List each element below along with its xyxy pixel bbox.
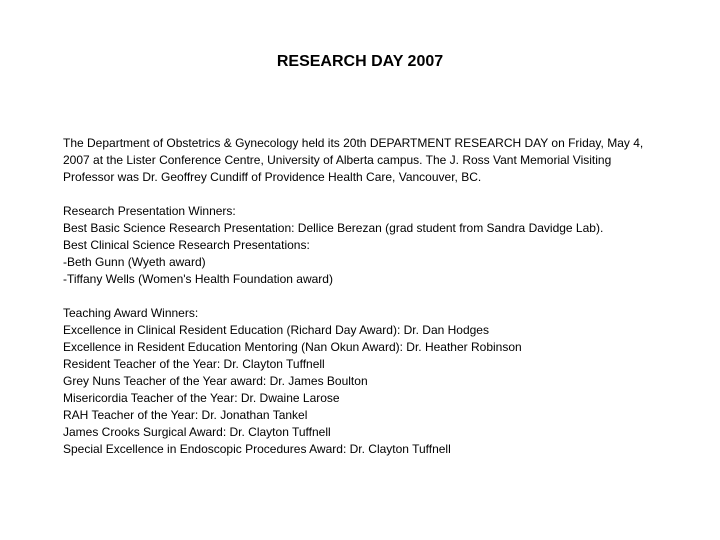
teaching-award-line: Resident Teacher of the Year: Dr. Clayton Tuffnell xyxy=(63,357,325,371)
teaching-award-line: RAH Teacher of the Year: Dr. Jonathan Tankel xyxy=(63,408,308,422)
research-winners-heading: Research Presentation Winners: xyxy=(63,204,236,218)
teaching-winners-heading: Teaching Award Winners: xyxy=(63,306,199,320)
research-winner-line: Best Clinical Science Research Presentations: xyxy=(63,238,310,252)
teaching-award-line: Excellence in Resident Education Mentoring (Nan Okun Award): Dr. Heather Robinson xyxy=(63,340,522,354)
intro-line: The Department of Obstetrics & Gynecology held its 20th DEPARTMENT RESEARCH DAY on Friday, May 4, xyxy=(63,136,644,150)
research-winner-line: Best Basic Science Research Presentation: Dellice Berezan (grad student from Sandra Davidge Lab). xyxy=(63,221,604,235)
research-winner-line: -Beth Gunn (Wyeth award) xyxy=(63,255,206,269)
paragraph-spacer xyxy=(63,288,663,305)
intro-line: Professor was Dr. Geoffrey Cundiff of Providence Health Care, Vancouver, BC. xyxy=(63,170,482,184)
paragraph-spacer xyxy=(63,186,663,203)
intro-line: 2007 at the Lister Conference Centre, University of Alberta campus. The J. Ross Vant Memorial Visiting xyxy=(63,153,612,167)
page-title: RESEARCH DAY 2007 xyxy=(276,53,444,70)
teaching-award-line: Grey Nuns Teacher of the Year award: Dr. James Boulton xyxy=(63,374,368,388)
teaching-award-line: James Crooks Surgical Award: Dr. Clayton Tuffnell xyxy=(63,425,331,439)
teaching-award-line: Misericordia Teacher of the Year: Dr. Dwaine Larose xyxy=(63,391,340,405)
slide-body xyxy=(63,135,663,458)
teaching-award-line: Special Excellence in Endoscopic Procedures Award: Dr. Clayton Tuffnell xyxy=(63,442,451,456)
research-winner-line: -Tiffany Wells (Women's Health Foundation award) xyxy=(63,272,333,286)
intro-paragraph xyxy=(63,135,663,186)
teaching-award-line: Excellence in Clinical Resident Education (Richard Day Award): Dr. Dan Hodges xyxy=(63,323,489,337)
teaching-winners-section xyxy=(63,305,663,458)
research-winners-section xyxy=(63,203,663,288)
